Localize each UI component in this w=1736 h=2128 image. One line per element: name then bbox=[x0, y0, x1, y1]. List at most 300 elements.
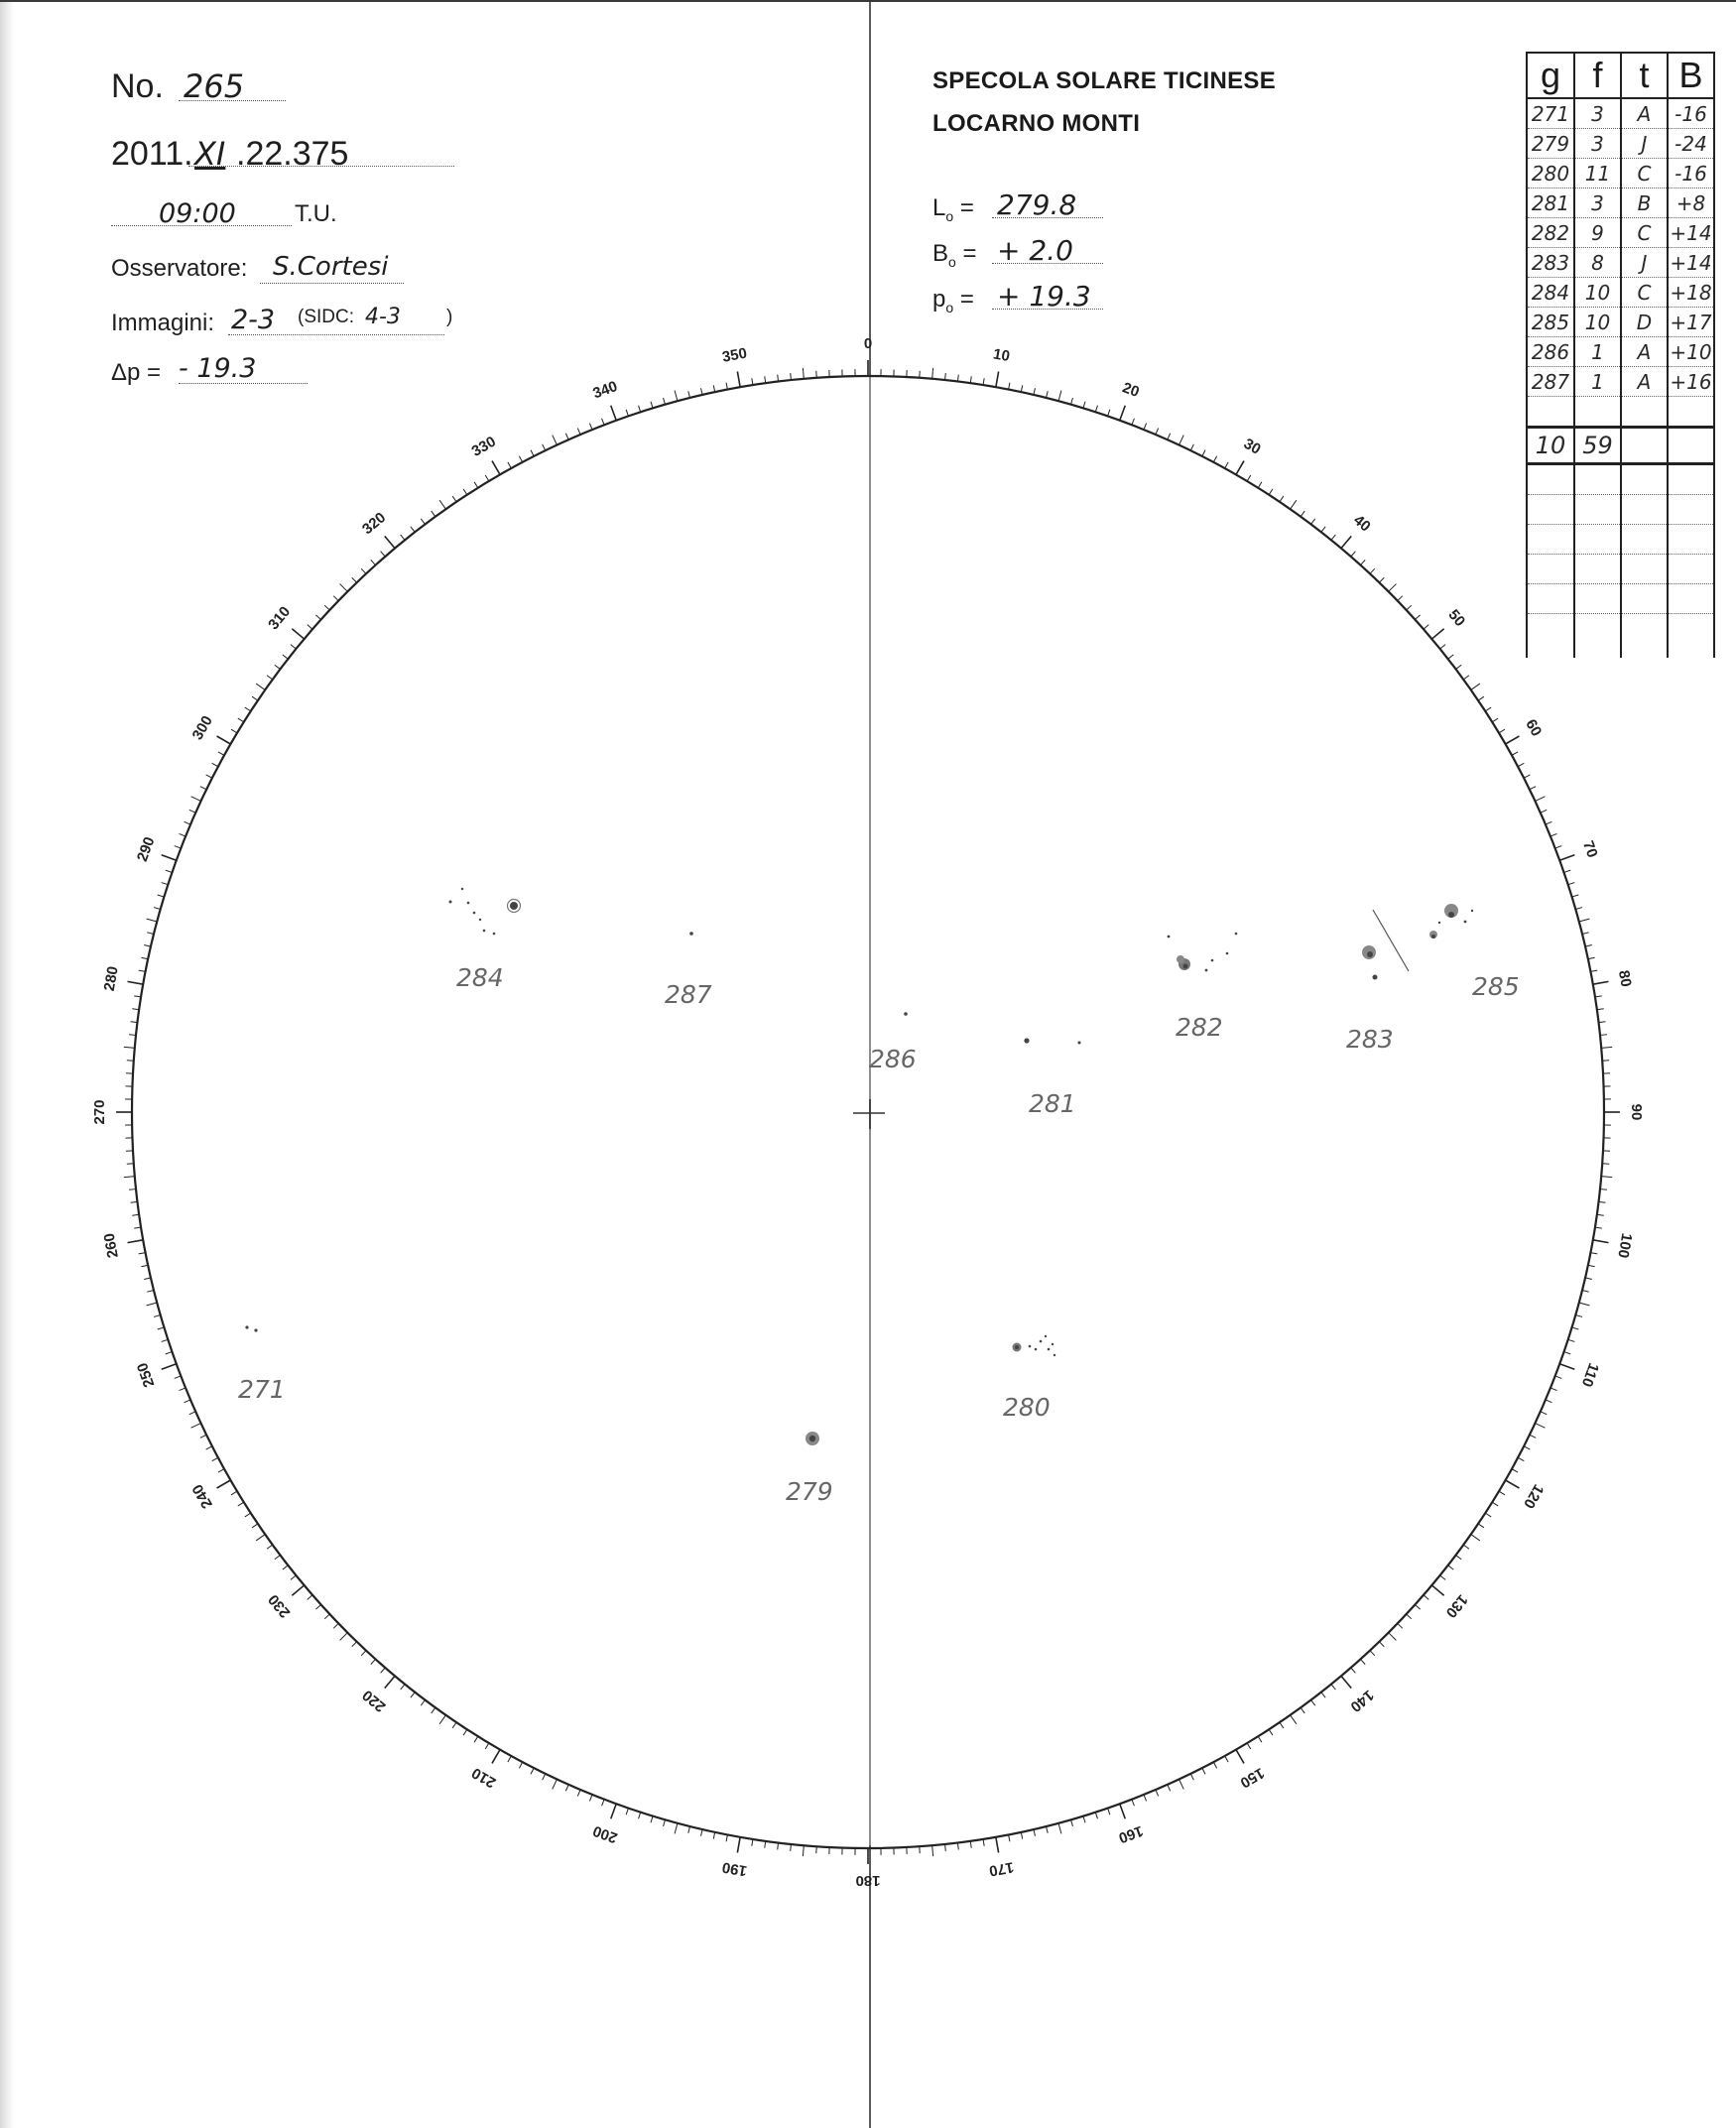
scale-tick bbox=[1564, 870, 1571, 872]
scale-tick bbox=[1225, 1756, 1228, 1762]
scale-tick bbox=[1485, 707, 1491, 711]
sunspot bbox=[473, 912, 476, 915]
scale-tick bbox=[1593, 1240, 1609, 1243]
scale-tick bbox=[626, 1809, 628, 1815]
scale-label: 120 bbox=[1520, 1481, 1548, 1512]
scale-tick bbox=[1213, 456, 1216, 462]
scale-tick bbox=[1600, 1189, 1607, 1190]
scale-tick bbox=[1269, 489, 1273, 495]
scale-tick bbox=[1398, 596, 1403, 601]
scale-tick bbox=[1575, 908, 1582, 910]
scale-tick bbox=[166, 1352, 173, 1354]
sunspot bbox=[1168, 936, 1171, 939]
scale-tick bbox=[1492, 1502, 1498, 1506]
scale-tick bbox=[1301, 1707, 1304, 1713]
scale-tick bbox=[1071, 398, 1073, 405]
group-label-271: 271 bbox=[238, 1375, 286, 1404]
scale-tick bbox=[267, 1545, 273, 1549]
scale-tick bbox=[1132, 419, 1135, 426]
scale-tick bbox=[778, 375, 779, 382]
scale-label: 240 bbox=[188, 1481, 216, 1512]
cell-group: 271 bbox=[1527, 98, 1574, 129]
sunspot bbox=[689, 932, 693, 936]
scale-label: 110 bbox=[1577, 1360, 1602, 1390]
scale-tick bbox=[1424, 1595, 1428, 1600]
scale-tick bbox=[664, 398, 666, 405]
scale-tick bbox=[256, 684, 265, 689]
col-header-f: f bbox=[1574, 53, 1621, 98]
cell-count: 3 bbox=[1574, 98, 1621, 129]
scale-tick bbox=[292, 1585, 304, 1595]
cell-group: 283 bbox=[1527, 248, 1574, 278]
scale-tick bbox=[154, 1315, 161, 1317]
solar-limb bbox=[132, 376, 1604, 1848]
scale-label: 250 bbox=[133, 1360, 159, 1390]
penumbra bbox=[1177, 955, 1184, 963]
group-axis-line bbox=[1373, 910, 1409, 971]
scale-tick bbox=[1471, 1535, 1480, 1541]
scale-tick bbox=[932, 1845, 933, 1856]
col-header-t: t bbox=[1621, 53, 1668, 98]
scale-tick bbox=[1047, 1826, 1049, 1833]
scale-tick bbox=[1512, 1469, 1518, 1472]
sunspot bbox=[1448, 912, 1454, 918]
scale-tick bbox=[189, 810, 195, 813]
scale-tick bbox=[765, 376, 766, 383]
scale-tick bbox=[1120, 406, 1125, 421]
scale-tick bbox=[180, 1388, 186, 1391]
sunspot bbox=[1205, 969, 1208, 972]
group-label-281: 281 bbox=[1029, 1089, 1076, 1118]
scale-tick bbox=[452, 1722, 456, 1728]
sidc-value: 4-3 bbox=[365, 305, 401, 329]
scale-tick bbox=[124, 1177, 135, 1178]
scale-tick bbox=[639, 406, 641, 413]
scale-tick bbox=[1546, 821, 1551, 824]
scale-tick bbox=[1083, 402, 1085, 409]
sunspot bbox=[461, 888, 463, 890]
scale-tick bbox=[577, 1790, 580, 1796]
scale-tick bbox=[713, 385, 714, 392]
scale-label: 320 bbox=[359, 509, 390, 539]
cell-type: J bbox=[1621, 129, 1668, 159]
scale-tick bbox=[508, 462, 511, 468]
scale-tick bbox=[1546, 1400, 1551, 1403]
scale-tick bbox=[1524, 1446, 1530, 1449]
scale-tick bbox=[565, 434, 568, 439]
scale-tick bbox=[492, 1750, 500, 1764]
scale-label: 340 bbox=[590, 377, 620, 403]
scale-tick bbox=[1108, 410, 1110, 417]
number-value: 265 bbox=[184, 67, 245, 105]
sunspot bbox=[1029, 1345, 1032, 1348]
scale-tick bbox=[340, 584, 348, 592]
cell-count: 9 bbox=[1574, 218, 1621, 248]
scale-tick bbox=[385, 536, 395, 548]
scale-tick bbox=[191, 1424, 201, 1429]
cell-group: 281 bbox=[1527, 188, 1574, 218]
scale-tick bbox=[1389, 584, 1397, 592]
scale-label: 200 bbox=[590, 1821, 620, 1847]
scale-tick bbox=[128, 981, 144, 984]
scale-tick bbox=[1555, 846, 1562, 849]
cell-group: 279 bbox=[1527, 129, 1574, 159]
cell-group: 285 bbox=[1527, 308, 1574, 337]
scale-tick bbox=[1598, 1201, 1605, 1202]
scale-tick bbox=[144, 945, 151, 947]
scale-tick bbox=[701, 388, 703, 395]
scale-label: 50 bbox=[1444, 606, 1469, 630]
scale-tick bbox=[1595, 1227, 1602, 1228]
scale-tick bbox=[543, 1774, 546, 1780]
scale-tick bbox=[791, 373, 792, 380]
scale-tick bbox=[185, 821, 190, 824]
scale-label: 100 bbox=[1614, 1231, 1636, 1260]
scale-tick bbox=[1588, 1265, 1595, 1266]
group-label-283: 283 bbox=[1346, 1025, 1394, 1054]
scale-tick bbox=[970, 376, 971, 383]
scale-tick bbox=[1585, 1278, 1592, 1280]
total-spots: 59 bbox=[1574, 428, 1621, 464]
scale-tick bbox=[131, 1022, 138, 1023]
scale-tick bbox=[1236, 1750, 1244, 1764]
scale-tick bbox=[1034, 1829, 1036, 1836]
scale-tick bbox=[1530, 1435, 1536, 1438]
scale-tick bbox=[791, 1844, 792, 1851]
scale-tick bbox=[1535, 1424, 1545, 1429]
cell-type: A bbox=[1621, 367, 1668, 397]
scale-tick bbox=[543, 444, 546, 450]
cell-group: 282 bbox=[1527, 218, 1574, 248]
scale-tick bbox=[352, 1642, 357, 1647]
scale-label: 160 bbox=[1116, 1821, 1146, 1847]
institution-location: LOCARNO MONTI bbox=[932, 110, 1141, 137]
cell-latitude: -16 bbox=[1668, 159, 1714, 188]
scale-tick bbox=[1530, 787, 1536, 790]
scale-tick bbox=[1311, 1700, 1315, 1706]
scale-tick bbox=[162, 855, 177, 860]
scale-tick bbox=[291, 1575, 296, 1579]
cell-latitude: +10 bbox=[1668, 337, 1714, 367]
group-label-285: 285 bbox=[1472, 972, 1520, 1001]
scale-tick bbox=[141, 957, 148, 958]
sunspot bbox=[809, 1436, 815, 1441]
sunspots bbox=[245, 888, 1473, 1445]
cell-count: 3 bbox=[1574, 129, 1621, 159]
sunspot bbox=[1052, 1343, 1054, 1345]
scale-tick bbox=[1280, 1722, 1284, 1728]
scale-tick bbox=[945, 1844, 946, 1851]
scale-tick bbox=[1541, 810, 1547, 813]
scale-tick bbox=[308, 625, 312, 630]
scale-tick bbox=[1291, 500, 1297, 509]
scale-tick bbox=[737, 1837, 740, 1853]
scale-tick bbox=[589, 424, 592, 430]
scale-tick bbox=[639, 1813, 641, 1819]
col-header-b: B bbox=[1668, 53, 1714, 98]
B0-label: $B_o$ = bbox=[932, 240, 977, 270]
scale-tick bbox=[212, 763, 218, 766]
scale-tick bbox=[432, 511, 435, 517]
scale-tick bbox=[1258, 482, 1262, 488]
scale-label: 310 bbox=[265, 603, 295, 634]
cell-group: 287 bbox=[1527, 367, 1574, 397]
scale-tick bbox=[1301, 511, 1304, 517]
scale-tick bbox=[1168, 1785, 1171, 1791]
sunspot bbox=[1373, 975, 1378, 980]
cell-count: 10 bbox=[1574, 308, 1621, 337]
degree-scale bbox=[116, 360, 1620, 1864]
scale-label: 220 bbox=[359, 1686, 390, 1715]
scale-tick bbox=[283, 655, 289, 659]
scale-tick bbox=[778, 1842, 779, 1849]
sunspot bbox=[904, 1012, 908, 1016]
cell-latitude: +16 bbox=[1668, 367, 1714, 397]
cell-type: C bbox=[1621, 218, 1668, 248]
scale-tick bbox=[1585, 945, 1592, 947]
scale-tick bbox=[1280, 496, 1284, 502]
scale-tick bbox=[1247, 475, 1251, 481]
scale-tick bbox=[180, 833, 186, 836]
scale-tick bbox=[1499, 729, 1505, 733]
scale-label: 330 bbox=[468, 433, 499, 460]
scale-tick bbox=[371, 1659, 376, 1664]
sunspot bbox=[449, 901, 452, 904]
group-label-279: 279 bbox=[786, 1477, 833, 1506]
scale-tick bbox=[688, 391, 690, 398]
scale-tick bbox=[333, 596, 338, 601]
scale-tick bbox=[1379, 577, 1384, 582]
scale-tick bbox=[463, 1729, 467, 1735]
scale-tick bbox=[701, 1829, 703, 1836]
scale-label: 90 bbox=[1628, 1103, 1646, 1121]
scale-tick bbox=[1021, 385, 1022, 392]
scale-tick bbox=[421, 519, 425, 525]
scale-tick bbox=[1190, 1774, 1193, 1780]
L0-value: 279.8 bbox=[997, 188, 1077, 221]
scale-tick bbox=[1456, 665, 1462, 669]
cell-type: J bbox=[1621, 248, 1668, 278]
scale-tick bbox=[651, 1816, 653, 1823]
scale-tick bbox=[128, 1240, 144, 1243]
cell-group: 280 bbox=[1527, 159, 1574, 188]
scale-tick bbox=[577, 429, 580, 435]
scale-tick bbox=[996, 1837, 999, 1853]
scale-tick bbox=[1108, 1809, 1110, 1815]
scale-tick bbox=[1213, 1762, 1216, 1768]
scale-tick bbox=[275, 665, 281, 669]
scale-tick bbox=[1144, 424, 1147, 430]
scale-tick bbox=[651, 402, 653, 409]
scale-tick bbox=[531, 1768, 534, 1774]
cell-type: A bbox=[1621, 98, 1668, 129]
scale-tick bbox=[166, 870, 173, 872]
scale-tick bbox=[1463, 1545, 1469, 1549]
scale-tick bbox=[361, 1651, 366, 1656]
cell-type: C bbox=[1621, 159, 1668, 188]
scale-tick bbox=[474, 482, 478, 488]
scale-tick bbox=[1595, 996, 1602, 997]
scale-tick bbox=[565, 1785, 568, 1791]
scale-tick bbox=[315, 1604, 320, 1609]
scale-tick bbox=[737, 372, 740, 388]
scale-tick bbox=[508, 1756, 511, 1762]
scale-tick bbox=[1597, 1009, 1604, 1010]
scale-tick bbox=[238, 718, 244, 722]
scale-tick bbox=[1258, 1736, 1262, 1742]
scale-tick bbox=[1341, 1676, 1351, 1688]
scale-tick bbox=[1321, 527, 1325, 533]
sidc-label: (SIDC: bbox=[298, 307, 354, 327]
scale-tick bbox=[315, 615, 320, 620]
scale-tick bbox=[1448, 1565, 1454, 1569]
sunspot bbox=[245, 1325, 248, 1328]
scale-tick bbox=[1034, 388, 1036, 395]
scale-tick bbox=[185, 1400, 190, 1403]
sunspot bbox=[1183, 964, 1188, 969]
scale-tick bbox=[1485, 1513, 1491, 1517]
scale-tick bbox=[1590, 970, 1597, 971]
scale-tick bbox=[1600, 1035, 1607, 1036]
scale-tick bbox=[217, 1480, 231, 1488]
delta-p-value: - 19.3 bbox=[179, 353, 257, 384]
scale-label: 230 bbox=[265, 1590, 295, 1621]
scale-tick bbox=[139, 970, 146, 971]
scale-tick bbox=[218, 752, 224, 755]
scale-tick bbox=[381, 552, 386, 557]
scale-tick bbox=[401, 535, 405, 540]
scale-tick bbox=[147, 1303, 158, 1306]
sunspot bbox=[1035, 1348, 1038, 1351]
scale-tick bbox=[1202, 1768, 1205, 1774]
scale-tick bbox=[175, 846, 182, 849]
scale-tick bbox=[189, 1412, 195, 1415]
scale-label: 70 bbox=[1578, 838, 1601, 860]
scale-tick bbox=[553, 436, 558, 445]
scale-tick bbox=[1058, 1823, 1061, 1834]
scale-tick bbox=[1341, 536, 1351, 548]
scale-tick bbox=[996, 372, 999, 388]
sunspot bbox=[254, 1328, 257, 1331]
scale-tick bbox=[1370, 568, 1375, 573]
scale-tick bbox=[324, 1614, 329, 1619]
group-label-286: 286 bbox=[869, 1045, 917, 1073]
number-label: No. bbox=[111, 67, 164, 105]
scale-tick bbox=[141, 1265, 148, 1266]
scale-tick bbox=[1579, 919, 1590, 922]
scale-tick bbox=[385, 1676, 395, 1688]
scale-tick bbox=[439, 1715, 445, 1724]
scale-tick bbox=[1415, 1604, 1420, 1609]
scale-label: 170 bbox=[987, 1858, 1016, 1880]
cell-group: 284 bbox=[1527, 278, 1574, 308]
date-rest: .22.375 bbox=[236, 135, 349, 173]
scale-label: 150 bbox=[1237, 1764, 1268, 1792]
scale-tick bbox=[1168, 434, 1171, 439]
sunspot bbox=[1471, 910, 1473, 912]
date-year: 2011. bbox=[111, 135, 193, 173]
scale-tick bbox=[1478, 696, 1484, 700]
images-label: Immagini: bbox=[111, 310, 215, 336]
scale-label: 280 bbox=[100, 964, 122, 993]
scale-tick bbox=[485, 1743, 489, 1749]
scale-tick bbox=[439, 500, 445, 509]
observer-value: S.Cortesi bbox=[273, 252, 389, 282]
date-month: XI bbox=[194, 135, 226, 173]
scale-tick bbox=[1202, 450, 1205, 456]
observer-label: Osservatore: bbox=[111, 255, 248, 282]
scale-tick bbox=[553, 1779, 558, 1789]
images-value: 2-3 bbox=[231, 305, 276, 335]
cell-count: 8 bbox=[1574, 248, 1621, 278]
scale-tick bbox=[162, 1364, 177, 1369]
scale-tick bbox=[1524, 775, 1530, 778]
scale-tick bbox=[147, 933, 154, 935]
sunspot bbox=[467, 902, 470, 905]
delta-p-label: Δp = bbox=[111, 359, 162, 386]
scale-tick bbox=[381, 1668, 386, 1673]
scale-tick bbox=[124, 1047, 135, 1048]
scale-tick bbox=[957, 375, 958, 382]
scale-tick bbox=[1083, 1816, 1085, 1823]
scale-tick bbox=[1021, 1832, 1022, 1839]
scale-tick bbox=[752, 378, 753, 385]
scale-tick bbox=[245, 1513, 251, 1517]
scale-tick bbox=[132, 1214, 139, 1215]
scale-tick bbox=[485, 475, 489, 481]
cell-latitude: -24 bbox=[1668, 129, 1714, 159]
degree-scale-labels bbox=[91, 335, 1645, 1889]
scale-tick bbox=[1431, 1585, 1443, 1595]
group-labels bbox=[238, 963, 1520, 1506]
scale-tick bbox=[144, 1278, 151, 1280]
scale-tick bbox=[131, 1201, 138, 1202]
scale-tick bbox=[1415, 615, 1420, 620]
scale-tick bbox=[1440, 1575, 1445, 1579]
scale-label: 190 bbox=[720, 1858, 749, 1880]
time-unit: T.U. bbox=[295, 200, 337, 227]
sunspot bbox=[1045, 1335, 1047, 1337]
scale-tick bbox=[352, 577, 357, 582]
cell-latitude: +8 bbox=[1668, 188, 1714, 218]
scale-tick bbox=[200, 1435, 206, 1438]
scale-tick bbox=[132, 1009, 139, 1010]
sunspot bbox=[1235, 933, 1238, 936]
scale-tick bbox=[267, 676, 273, 680]
col-header-g: g bbox=[1527, 53, 1574, 98]
scale-label: 20 bbox=[1120, 379, 1142, 402]
scale-tick bbox=[1009, 383, 1010, 390]
scale-tick bbox=[803, 1845, 804, 1856]
scale-tick bbox=[1559, 855, 1574, 860]
scale-tick bbox=[1398, 1623, 1403, 1628]
scale-tick bbox=[983, 378, 984, 385]
scale-tick bbox=[371, 560, 376, 564]
scale-tick bbox=[361, 568, 366, 573]
cell-count: 10 bbox=[1574, 278, 1621, 308]
scale-tick bbox=[256, 1535, 265, 1541]
scale-tick bbox=[1597, 1214, 1604, 1215]
scale-tick bbox=[283, 1565, 289, 1569]
scale-tick bbox=[463, 489, 467, 495]
scale-tick bbox=[129, 1035, 136, 1036]
sunspot bbox=[1464, 921, 1467, 924]
scale-tick bbox=[1575, 1315, 1582, 1317]
scale-tick bbox=[191, 797, 201, 802]
scale-tick bbox=[1448, 655, 1454, 659]
scale-tick bbox=[1132, 1800, 1135, 1807]
scale-tick bbox=[1518, 763, 1524, 766]
